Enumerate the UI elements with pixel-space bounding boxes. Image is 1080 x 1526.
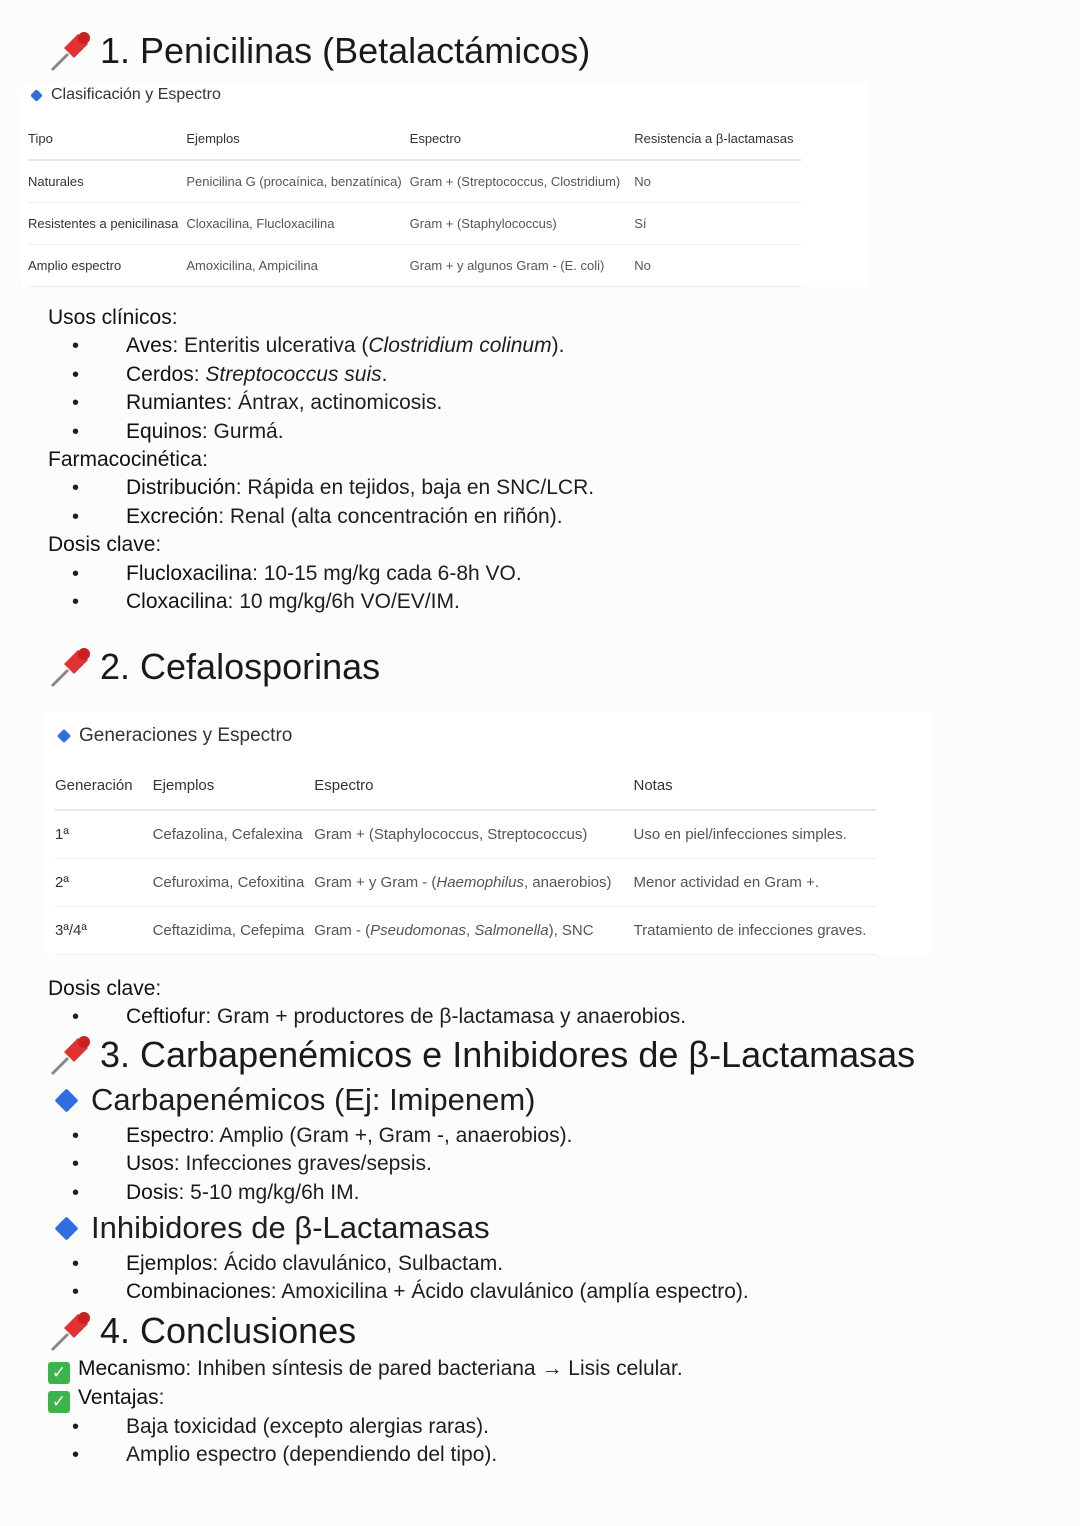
heading-text: Inhibidores de β-Lactamasas bbox=[91, 1210, 490, 1245]
table-cell: Uso en piel/infecciones simples. bbox=[622, 810, 877, 858]
ventajas-line: ✓ Ventajas: bbox=[48, 1384, 683, 1413]
table-subtitle bbox=[32, 82, 868, 108]
term: Dosis bbox=[126, 1180, 179, 1204]
heading-text: 2. Cefalosporinas bbox=[100, 646, 381, 687]
table-cell bbox=[314, 810, 621, 858]
blue-diamond-icon bbox=[54, 1088, 78, 1112]
description: : bbox=[193, 362, 206, 386]
carbapenemicos-heading bbox=[54, 1082, 536, 1118]
column-header: Ejemplos bbox=[186, 118, 409, 160]
table-cell: Ceftazidima, Cefepima bbox=[153, 906, 315, 954]
list-item bbox=[48, 361, 594, 389]
dosis-heading: Dosis clave: bbox=[48, 533, 162, 557]
list-item bbox=[48, 1150, 572, 1178]
cell-text: Gram - ( bbox=[314, 921, 371, 939]
table-row bbox=[28, 160, 801, 202]
description: : 10 mg/kg/6h VO/EV/IM. bbox=[227, 590, 460, 614]
list-item: • Amplio espectro (dependiendo del tipo). bbox=[48, 1441, 683, 1469]
list-item bbox=[48, 588, 594, 616]
column-header: Ejemplos bbox=[153, 762, 315, 810]
table-cell bbox=[314, 858, 621, 906]
cell-text: , anaerobios) bbox=[523, 873, 612, 891]
blue-diamond-icon bbox=[30, 89, 43, 102]
subtitle-text: Generaciones y Espectro bbox=[79, 725, 293, 746]
term: Ejemplos bbox=[126, 1252, 213, 1275]
table-cell: No bbox=[628, 160, 801, 202]
table-cell: Tratamiento de infecciones graves. bbox=[622, 906, 877, 954]
list-item bbox=[48, 503, 594, 531]
column-header: Tipo bbox=[28, 118, 186, 160]
table-cell: Resistentes a penicilinasa bbox=[28, 202, 186, 244]
pushpin-icon bbox=[48, 646, 92, 688]
cell-text: Pseudomonas bbox=[370, 921, 467, 939]
list-item bbox=[48, 1003, 686, 1031]
table-subtitle bbox=[59, 712, 930, 760]
blue-diamond-icon bbox=[54, 1216, 78, 1240]
table-row bbox=[28, 244, 801, 286]
list-item: • Baja toxicidad (excepto alergias raras). bbox=[48, 1413, 683, 1441]
column-header: Generación bbox=[55, 762, 153, 810]
table-row bbox=[55, 858, 876, 906]
list-item bbox=[48, 474, 594, 502]
cell-text: Haemophilus bbox=[436, 873, 524, 891]
mecanismo-line: ✓ Mecanismo: Inhiben síntesis de pared bacteriana → Lisis celular. bbox=[48, 1355, 683, 1384]
check-mark-icon: ✓ bbox=[48, 1391, 70, 1413]
description: : Gram + productores de β-lactamasa y anaerobios. bbox=[205, 1005, 687, 1029]
table-cell: Cloxacilina, Flucloxacilina bbox=[186, 202, 409, 244]
term: Cerdos bbox=[126, 362, 194, 386]
cefalosporinas-notes bbox=[48, 975, 686, 1032]
cell-text: ), SNC bbox=[548, 921, 594, 939]
table-cell: 3ª/4ª bbox=[55, 906, 153, 954]
list-item bbox=[48, 1122, 572, 1150]
table-cell: Naturales bbox=[28, 160, 186, 202]
species-name: Clostridium colinum bbox=[368, 334, 552, 358]
column-header: Notas bbox=[622, 762, 877, 810]
description: : Infecciones graves/sepsis. bbox=[173, 1152, 432, 1176]
penicilinas-table bbox=[28, 118, 801, 287]
section-2-heading bbox=[48, 646, 380, 688]
section-1-heading bbox=[48, 30, 590, 72]
list-item bbox=[48, 560, 594, 588]
table-cell: Cefazolina, Cefalexina bbox=[153, 810, 315, 858]
list-item bbox=[48, 389, 594, 417]
table-cell: Amplio espectro bbox=[28, 244, 186, 286]
description: : Gurmá. bbox=[201, 419, 284, 443]
term: Combinaciones bbox=[126, 1280, 271, 1304]
pushpin-icon bbox=[48, 30, 92, 72]
cell-text: , bbox=[466, 921, 475, 939]
description: : Amoxicilina + Ácido clavulánico (amplía espectro). bbox=[270, 1280, 749, 1304]
usos-heading: Usos clínicos: bbox=[48, 306, 178, 329]
section-3-heading bbox=[48, 1034, 915, 1076]
description: : Ántrax, actinomicosis. bbox=[226, 391, 443, 415]
term: Ceftiofur bbox=[126, 1005, 206, 1029]
cefalosporinas-table bbox=[55, 762, 876, 955]
table-cell: Gram + (Streptococcus, Clostridium) bbox=[410, 160, 629, 202]
heading-text: 1. Penicilinas (Betalactámicos) bbox=[100, 30, 591, 71]
table-cell: Penicilina G (procaínica, benzatínica) bbox=[186, 160, 409, 202]
farma-heading: Farmacocinética: bbox=[48, 448, 208, 472]
description: : Enteritis ulcerativa ( bbox=[172, 334, 369, 358]
table-cell bbox=[314, 906, 621, 954]
term: Usos bbox=[126, 1152, 174, 1176]
conclusiones-list bbox=[48, 1355, 683, 1470]
term: Distribución bbox=[126, 476, 236, 500]
list-item bbox=[48, 1278, 749, 1306]
heading-text: 4. Conclusiones bbox=[100, 1310, 357, 1351]
description: : Renal (alta concentración en riñón). bbox=[218, 504, 563, 528]
cefalosporinas-table-card bbox=[44, 712, 930, 955]
check-mark-icon: ✓ bbox=[48, 1362, 70, 1384]
table-cell: No bbox=[628, 244, 801, 286]
list-item bbox=[48, 418, 594, 446]
term: Flucloxacilina bbox=[126, 561, 253, 585]
table-row bbox=[55, 906, 876, 954]
term: Espectro bbox=[126, 1124, 209, 1147]
term: Cloxacilina bbox=[126, 590, 228, 614]
cell-text: Gram + (Staphylococcus, Streptococcus) bbox=[314, 825, 588, 843]
table-cell: Menor actividad en Gram +. bbox=[622, 858, 877, 906]
table-cell: Gram + (Staphylococcus) bbox=[410, 202, 629, 244]
term: Rumiantes bbox=[126, 391, 227, 415]
table-cell: Gram + y algunos Gram - (E. coli) bbox=[410, 244, 629, 286]
table-cell: 2ª bbox=[55, 858, 153, 906]
species-name: Streptococcus suis bbox=[205, 362, 382, 386]
table-cell: Sí bbox=[628, 202, 801, 244]
heading-text: Carbapenémicos (Ej: Imipenem) bbox=[91, 1082, 536, 1117]
heading-text: 3. Carbapenémicos e Inhibidores de β-Lactamasas bbox=[100, 1034, 916, 1075]
description: : Amplio (Gram +, Gram -, anaerobios). bbox=[208, 1124, 573, 1147]
description: ). bbox=[551, 334, 565, 358]
list-item bbox=[48, 1250, 749, 1278]
pushpin-icon bbox=[48, 1034, 92, 1076]
description: : 5-10 mg/kg/6h IM. bbox=[178, 1180, 360, 1204]
column-header: Resistencia a β-lactamasas bbox=[628, 118, 801, 160]
description: : Ácido clavulánico, Sulbactam. bbox=[212, 1252, 504, 1275]
description: : 10-15 mg/kg cada 6-8h VO. bbox=[252, 561, 522, 585]
pushpin-icon bbox=[48, 1310, 92, 1352]
blue-diamond-icon bbox=[57, 729, 71, 743]
term: Aves bbox=[126, 334, 173, 358]
dosis-heading: Dosis clave: bbox=[48, 977, 162, 1000]
table-row bbox=[28, 202, 801, 244]
table-cell: 1ª bbox=[55, 810, 153, 858]
carbapenemicos-list bbox=[48, 1122, 572, 1207]
table-cell: Amoxicilina, Ampicilina bbox=[186, 244, 409, 286]
list-item bbox=[48, 332, 594, 360]
cell-text: Gram + y Gram - ( bbox=[314, 873, 437, 891]
column-header: Espectro bbox=[314, 762, 621, 810]
cell-text: Salmonella bbox=[474, 921, 549, 939]
description: . bbox=[381, 362, 388, 386]
penicilinas-table-card bbox=[22, 82, 868, 287]
list-item bbox=[48, 1179, 572, 1207]
penicilinas-notes bbox=[48, 304, 594, 616]
column-header: Espectro bbox=[410, 118, 629, 160]
table-cell: Cefuroxima, Cefoxitina bbox=[153, 858, 315, 906]
inhibidores-heading bbox=[54, 1210, 490, 1246]
section-4-heading bbox=[48, 1310, 356, 1352]
inhibidores-list bbox=[48, 1250, 749, 1307]
subtitle-text: Clasificación y Espectro bbox=[51, 86, 221, 103]
description: : Rápida en tejidos, baja en SNC/LCR. bbox=[235, 476, 595, 500]
term: Equinos bbox=[126, 419, 202, 443]
table-row bbox=[55, 810, 876, 858]
term: Excreción bbox=[126, 504, 219, 528]
